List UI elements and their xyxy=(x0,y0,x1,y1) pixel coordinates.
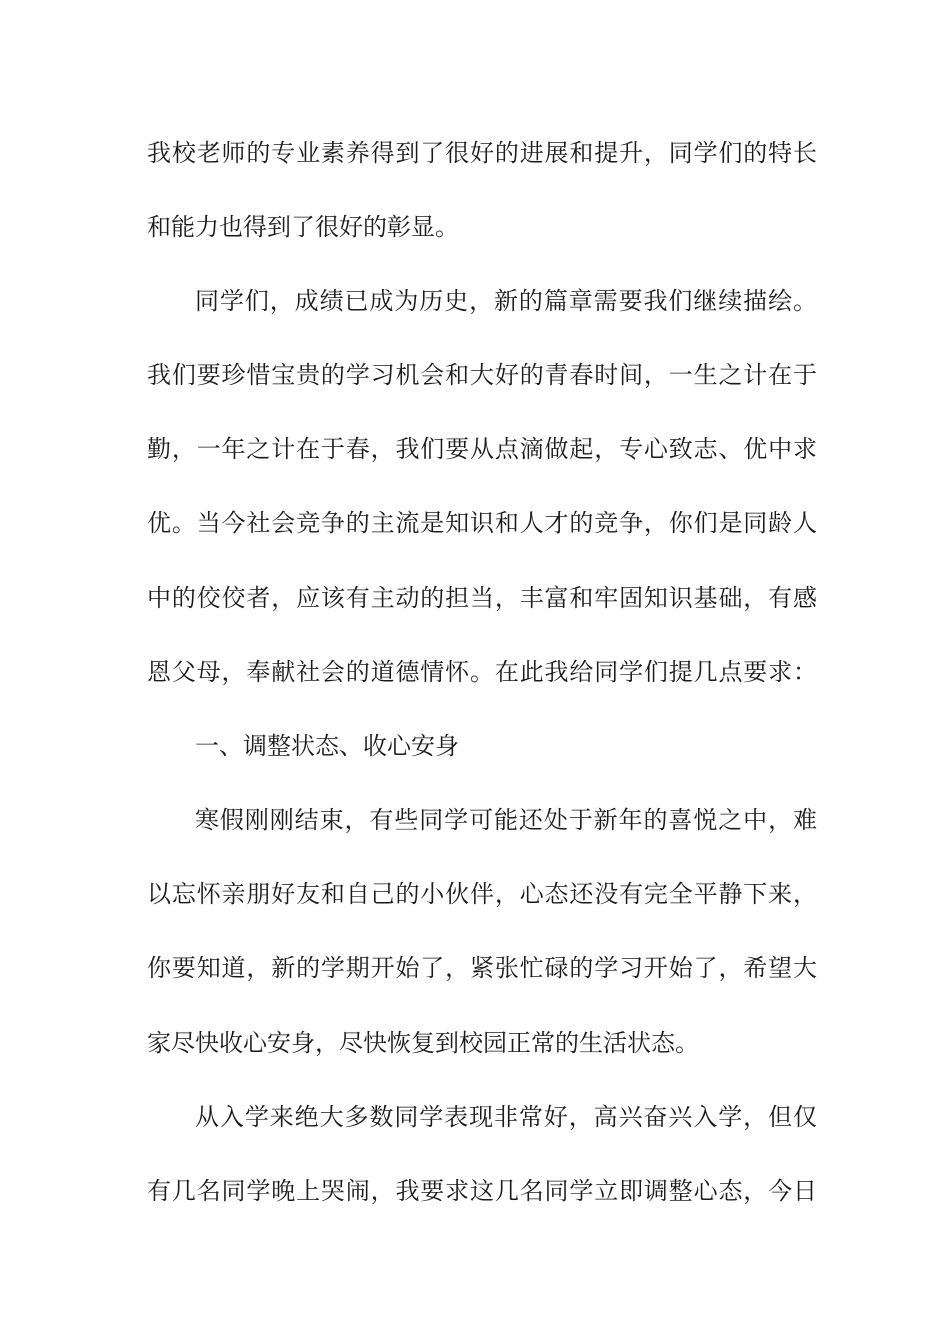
text-line: 恩父母，奉献社会的道德情怀。在此我给同学们提几点要求： xyxy=(147,658,817,686)
text-line: 你要知道，新的学期开始了，紧张忙碌的学习开始了，希望大 xyxy=(147,954,817,982)
text-line: 优。当今社会竞争的主流是知识和人才的竞争，你们是同龄人 xyxy=(147,509,817,537)
text-line: 我校老师的专业素养得到了很好的进展和提升，同学们的特长 xyxy=(147,139,817,167)
text-line: 我们要珍惜宝贵的学习机会和大好的青春时间，一生之计在于 xyxy=(147,361,817,389)
text-line: 和能力也得到了很好的彰显。 xyxy=(147,213,459,241)
text-line: 勤，一年之计在于春，我们要从点滴做起，专心致志、优中求 xyxy=(147,435,817,463)
text-line: 家尽快收心安身，尽快恢复到校园正常的生活状态。 xyxy=(147,1029,699,1057)
text-line: 同学们，成绩已成为历史，新的篇章需要我们继续描绘。 xyxy=(195,287,817,315)
text-line: 从入学来绝大多数同学表现非常好，高兴奋兴入学，但仅 xyxy=(195,1103,817,1131)
section-heading: 一、调整状态、收心安身 xyxy=(195,732,459,760)
text-line: 寒假刚刚结束，有些同学可能还处于新年的喜悦之中，难 xyxy=(195,806,817,834)
text-line: 以忘怀亲朋好友和自己的小伙伴，心态还没有完全平静下来， xyxy=(147,880,817,908)
text-line: 有几名同学晚上哭闹，我要求这几名同学立即调整心态，今日 xyxy=(147,1177,817,1205)
text-line: 中的佼佼者，应该有主动的担当，丰富和牢固知识基础，有感 xyxy=(147,584,817,612)
